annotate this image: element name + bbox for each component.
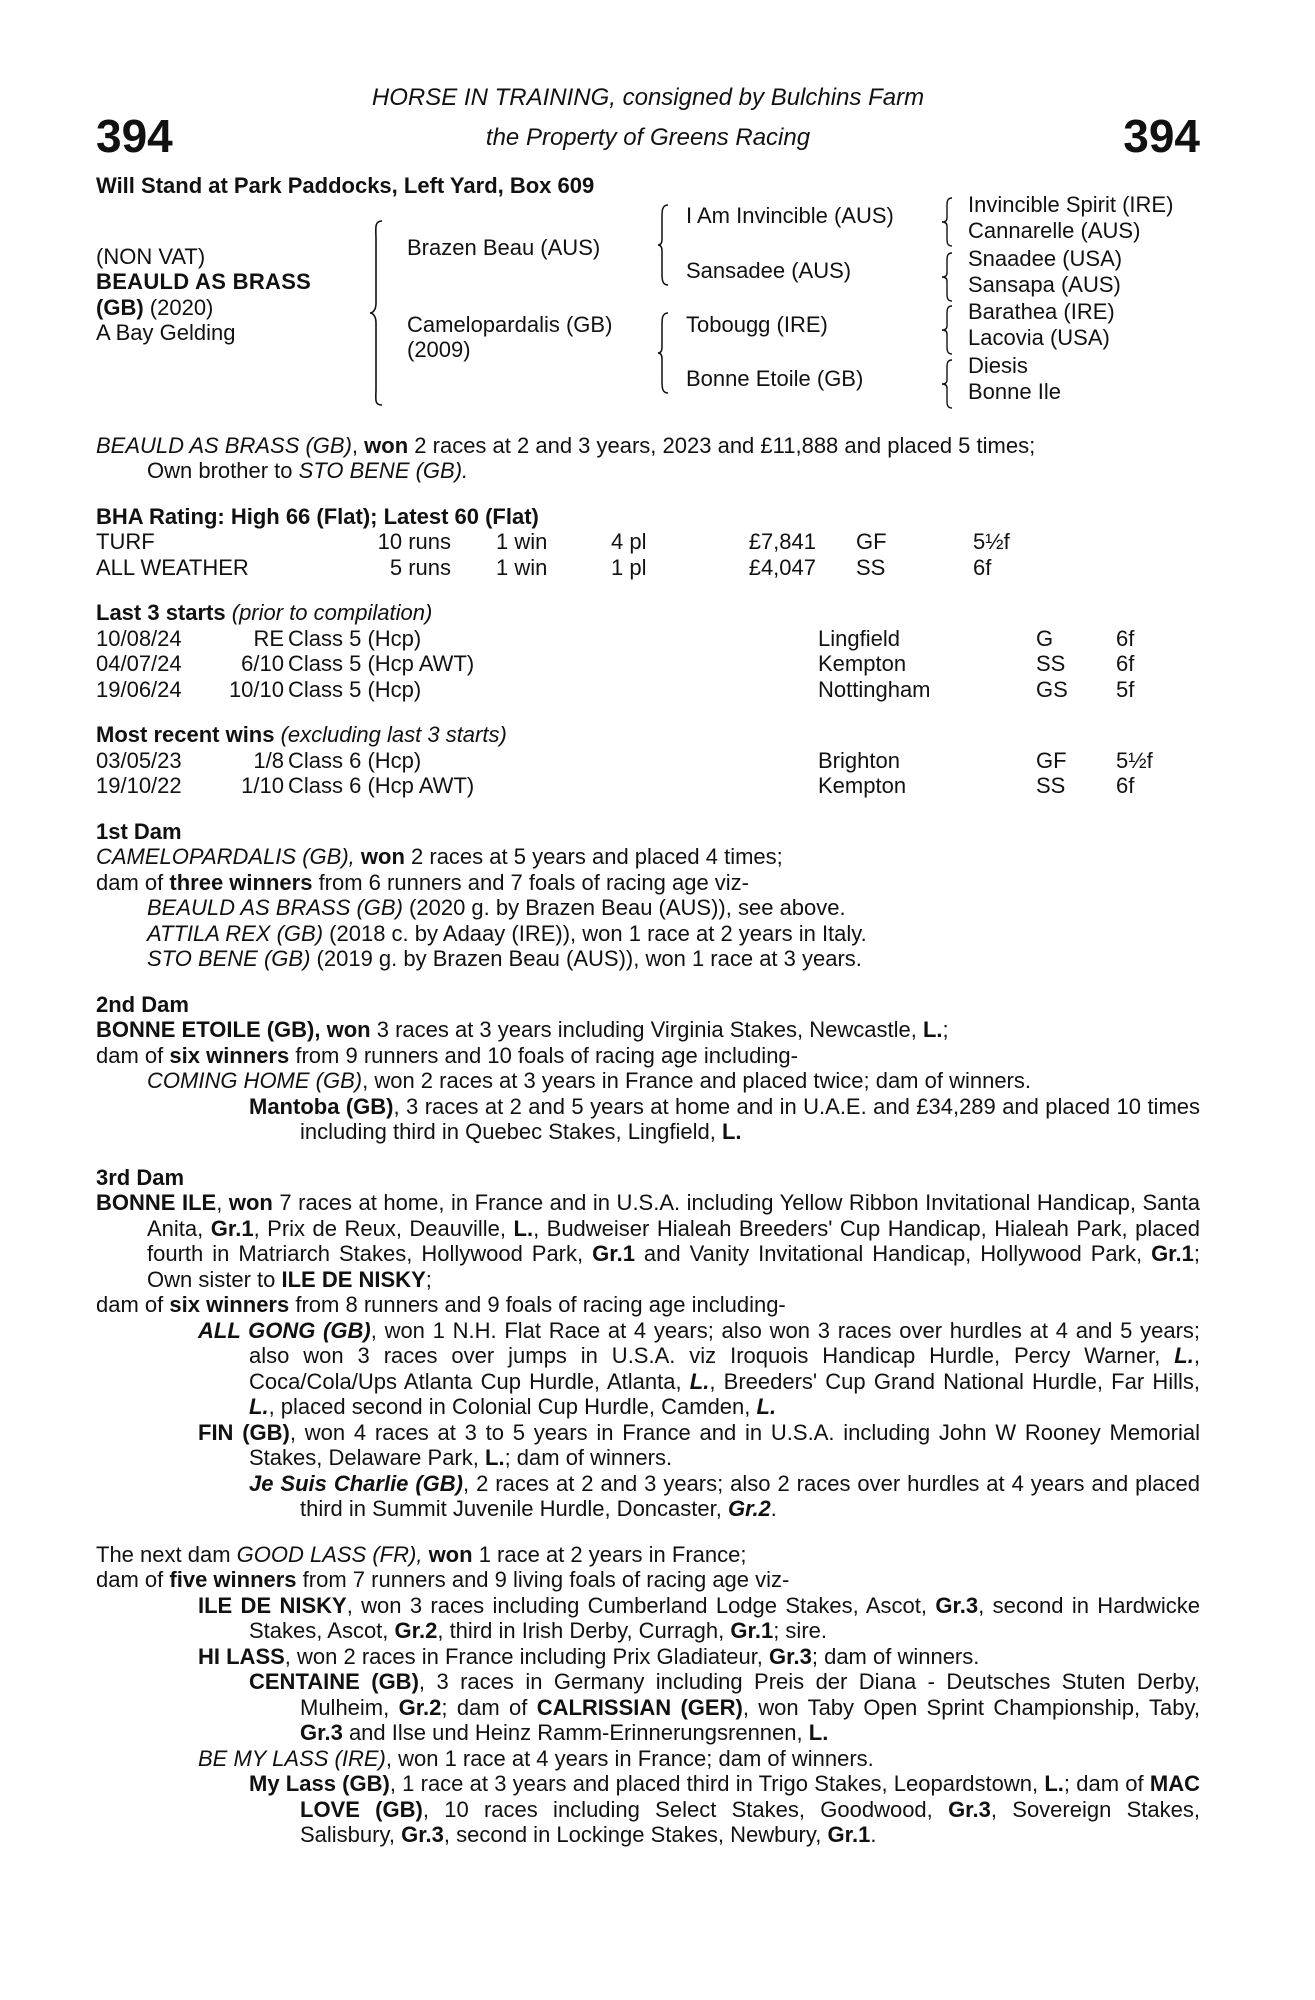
offspring-entry: STO BENE (GB) (2019 g. by Brazen Beau (AUS)), won 1 race at 3 years. — [147, 946, 862, 971]
next-dam-section: The next dam GOOD LASS (FR), won 1 race at 2 years in France; dam of five winners from 7 runners and 9 living foals of racing age viz- ILE DE NISKY, won 3 races including Cumberland Lodge Stakes, Ascot, Gr.3, second in Hardwicke Stakes, Ascot, Gr.2, third in Irish Derby, Curragh, Gr.1; sire. HI LASS, won 2 races in France including Prix Gladiateur, Gr.3; dam of winners. CENTAINE (GB), 3 races in Germany including Preis der Diana - Deutsches Stuten Derby, Mulheim, Gr.2; dam of CALRISSIAN (GER), won Taby Open Sprint Championship, Taby, Gr.3 and Ilse und Heinz Ramm-Erinnerungsrennen, L. BE MY LASS (IRE), won 1 race at 4 years in France; dam of winners. My Lass (GB), 1 race at 3 years and placed third in Trigo Stakes, Leopardstown, L.; dam of MAC LOVE (GB), 10 races including Select Stakes, Goodwood, Gr.3, Sovereign Stakes, Salisbury, Gr.3, second in Lockinge Stakes, Newbury, Gr.1. — [96, 1541, 1201, 1847]
g-bonne-ile: Bonne Ile — [968, 378, 1061, 404]
offspring-entry: Je Suis Charlie (GB), 2 races at 2 and 3 years; also 2 races over hurdles at 4 years and placed third in Summit Juvenile Hurdle, Doncaster, Gr.2. — [249, 1470, 1200, 1521]
consignment-info — [96, 78, 1200, 158]
brace-g1 — [940, 196, 956, 248]
lot-number-left: 394 — [96, 110, 173, 162]
offspring-entry: My Lass (GB), 1 race at 3 years and placed third in Trigo Stakes, Leopardstown, L.; dam of MAC LOVE (GB), 10 races including Select Stakes, Goodwood, Gr.3, Sovereign Stakes, Salisbury, Gr.3, second in Lockinge Stakes, Newbury, Gr.1. — [249, 1771, 1200, 1847]
g-lacovia: Lacovia (USA) — [968, 324, 1110, 350]
offspring-entry: CENTAINE (GB), 3 races in Germany including Preis der Diana - Deutsches Stuten Derby, Mulheim, Gr.2; dam of CALRISSIAN (GER), won Taby Open Sprint Championship, Taby, Gr.3 and Ilse und Heinz Ramm-Erinnerungsrennen, L. — [249, 1669, 1200, 1745]
property-line: the Property of Greens Racing — [485, 124, 811, 151]
last-3-starts-section — [96, 600, 1200, 702]
offspring-entry: ATTILA REX (GB) (2018 c. by Adaay (IRE)), won 1 race at 2 years in Italy. — [147, 920, 867, 946]
rating-row-all-weather: ALL WEATHER 5 runs 1 win 1 pl £4,047 SS 6f — [96, 554, 992, 580]
brace-sire — [656, 203, 672, 287]
brace-g2 — [940, 251, 956, 303]
second-dam-title: 2nd Dam — [96, 991, 189, 1017]
brace-g3 — [940, 304, 956, 356]
offspring-entry: BE MY LASS (IRE), won 1 race at 4 years in France; dam of winners. — [198, 1745, 874, 1771]
start-row: 10/08/24 RE Class 5 (Hcp) Lingfield G 6f — [96, 625, 1135, 651]
offspring-entry: FIN (GB), won 4 races at 3 to 5 years in France and in U.S.A. including John W Rooney Memorial Stakes, Delaware Park, L.; dam of winners. — [198, 1419, 1200, 1470]
catalogue-page — [96, 78, 1200, 1848]
g-invincible-spirit: Invincible Spirit (IRE) — [968, 191, 1174, 217]
win-row: 19/10/22 1/10 Class 6 (Hcp AWT) Kempton SS 6f — [96, 773, 1135, 798]
lot-header — [96, 78, 1200, 173]
brace-g4 — [940, 358, 956, 410]
third-dam-title: 3rd Dam — [96, 1164, 185, 1190]
offspring-entry: ALL GONG (GB), won 1 N.H. Flat Race at 4 years; also won 3 races over hurdles at 4 and 5 years; also won 3 races over jumps in U.S.A. viz Iroquois Handicap Hurdle, Percy Warner, L., Coca/Cola/Ups Atlanta Cup Hurdle, Atlanta, L., Breeders' Cup Grand National Hurdle, Far Hills, L., placed second in Colonial Cup Hurdle, Camden, L. — [198, 1317, 1201, 1419]
horse-description: A Bay Gelding — [96, 319, 236, 345]
third-dam-section: 3rd Dam BONNE ILE, won 7 races at home, in France and in U.S.A. including Yellow Ribbon Invitational Handicap, Santa Anita, Gr.1, Prix de Reux, Deauville, L., Budweiser Hialeah Breeders' Cup Handicap, Hialeah Park, placed fourth in Matriarch Stakes, Hollywood Park, Gr.1 and Vanity Invitational Handicap, Hollywood Park, Gr.1; Own sister to ILE DE NISKY; dam of six winners from 8 runners and 9 foals of racing age including- ALL GONG (GB), won 1 N.H. Flat Race at 4 years; also won 3 races over hurdles at 4 and 5 years; also won 3 races over jumps in U.S.A. viz Iroquois Handicap Hurdle, Percy Warner, L., Coca/Cola/Ups Atlanta Cup Hurdle, Atlanta, L., Breeders' Cup Grand National Hurdle, Far Hills, L., placed second in Colonial Cup Hurdle, Camden, L. FIN (GB), won 4 races at 3 to 5 years in France and in U.S.A. including John W Rooney Memorial Stakes, Delaware Park, L.; dam of winners. Je Suis Charlie (GB), 2 races at 2 and 3 years; also 2 races over hurdles at 4 years and placed third in Summit Juvenile Hurdle, Doncaster, Gr.2. — [96, 1164, 1201, 1521]
start-row: 19/06/24 10/10 Class 5 (Hcp) Nottingham GS 5f — [96, 676, 1135, 702]
horse-origin: (GB) (2020) — [96, 294, 214, 320]
recent-wins-title: Most recent wins (excluding last 3 starts) — [96, 722, 507, 747]
win-row: 03/05/23 1/8 Class 6 (Hcp) Brighton GF 5½f — [96, 747, 1153, 773]
brace-dam — [656, 311, 672, 395]
first-dam-section: 1st Dam CAMELOPARDALIS (GB), won 2 races at 5 years and placed 4 times; dam of three winners from 6 runners and 7 foals of racing age viz- BEAULD AS BRASS (GB) (2020 g. by Brazen Beau (AUS)), see above. ATTILA REX (GB) (2018 c. by Adaay (IRE)), won 1 race at 2 years in Italy. STO BENE (GB) (2019 g. by Brazen Beau (AUS)), won 1 race at 3 years. — [96, 819, 1200, 972]
offspring-entry: HI LASS, won 2 races in France including Prix Gladiateur, Gr.3; dam of winners. — [198, 1643, 980, 1669]
bha-rating-title: BHA Rating: High 66 (Flat); Latest 60 (Flat) — [96, 503, 539, 529]
dam: Camelopardalis (GB) — [407, 311, 613, 337]
g-diesis: Diesis — [968, 352, 1028, 378]
offspring-entry: Mantoba (GB), 3 races at 2 and 5 years at home and in U.A.E. and £34,289 and placed 10 times including third in Quebec Stakes, Lingfield, L. — [249, 1093, 1200, 1144]
offspring-entry: ILE DE NISKY, won 3 races including Cumberland Lodge Stakes, Ascot, Gr.3, second in Hardwicke Stakes, Ascot, Gr.2, third in Irish Derby, Curragh, Gr.1; sire. — [198, 1592, 1201, 1643]
g-barathea: Barathea (IRE) — [968, 298, 1115, 324]
last-3-title: Last 3 starts (prior to compilation) — [96, 600, 433, 625]
vat-status: (NON VAT) — [96, 243, 206, 269]
lot-number-right: 394 — [1123, 110, 1200, 162]
start-row: 04/07/24 6/10 Class 5 (Hcp AWT) Kempton SS 6f — [96, 651, 1135, 676]
offspring-entry: BEAULD AS BRASS (GB) (2020 g. by Brazen Beau (AUS)), see above. — [147, 895, 846, 920]
stand-location: Will Stand at Park Paddocks, Left Yard, Box 609 — [96, 173, 595, 198]
pedigree-table — [96, 191, 1200, 429]
sire: Brazen Beau (AUS) — [407, 234, 601, 260]
recent-wins-section — [96, 722, 1200, 799]
g-sansapa: Sansapa (AUS) — [968, 271, 1121, 297]
sire-dam: Sansadee (AUS) — [686, 257, 852, 283]
second-dam-section: 2nd Dam BONNE ETOILE (GB), won 3 races at 3 years including Virginia Stakes, Newcastle, L.; dam of six winners from 9 runners and 10 foals of racing age including- COMING HOME (GB), won 2 races at 3 years in France and placed twice; dam of winners. Mantoba (GB), 3 races at 2 and 5 years at home and in U.A.E. and £34,289 and placed 10 times including third in Quebec Stakes, Lingfield, L. — [96, 991, 1200, 1144]
g-cannarelle: Cannarelle (AUS) — [968, 217, 1141, 243]
brace-main — [368, 219, 388, 407]
dam-sire: Tobougg (IRE) — [686, 311, 828, 337]
consignor-line: HORSE IN TRAINING, consigned by Bulchins Farm — [371, 84, 925, 111]
bha-rating-section — [96, 504, 1200, 581]
g-snaadee: Snaadee (USA) — [968, 245, 1123, 271]
rating-row-turf: TURF 10 runs 1 win 4 pl £7,841 GF 5½f — [96, 529, 1010, 554]
sire-sire: I Am Invincible (AUS) — [686, 202, 894, 228]
dam-dam: Bonne Etoile (GB) — [686, 365, 864, 391]
offspring-entry: COMING HOME (GB), won 2 races at 3 years in France and placed twice; dam of winners. — [147, 1068, 1031, 1093]
dam-year: (2009) — [407, 336, 471, 362]
first-dam-title: 1st Dam — [96, 818, 182, 844]
horse-name: BEAULD AS BRASS — [96, 268, 312, 294]
race-summary: BEAULD AS BRASS (GB), won 2 races at 2 and 3 years, 2023 and £11,888 and placed 5 times; Own brother to STO BENE (GB). — [96, 432, 1036, 483]
